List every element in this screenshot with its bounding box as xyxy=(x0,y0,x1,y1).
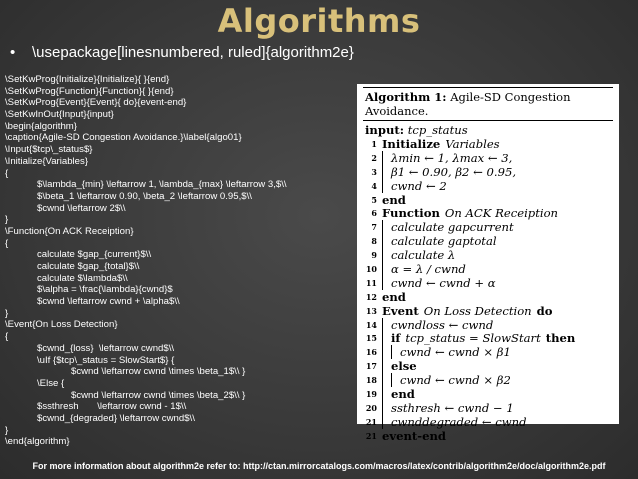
line-number: 4 xyxy=(371,180,377,191)
algorithm-line xyxy=(363,290,613,304)
code-line: $cwnd \leftarrow cwnd + \alpha$\\ xyxy=(37,296,180,308)
code-line: { xyxy=(5,331,9,343)
algorithm-kw2: then xyxy=(545,331,576,346)
algorithm-text: cwnd ← 2 xyxy=(391,178,447,193)
algorithm-kw: end xyxy=(382,289,406,304)
line-number: 6 xyxy=(371,208,377,219)
algorithm-line xyxy=(363,262,613,276)
algorithm-text: cwndloss ← cwnd xyxy=(391,317,494,332)
algorithm-kw: if xyxy=(391,331,401,346)
algorithm-it: On Loss Detection xyxy=(423,303,532,318)
algorithm-kw: end xyxy=(391,386,415,401)
line-number: 14 xyxy=(365,319,377,330)
indent-bar xyxy=(382,401,391,415)
line-number: 11 xyxy=(365,277,377,288)
algorithm-line xyxy=(363,220,613,234)
algorithm-text: cwnddegraded ← cwnd xyxy=(391,414,527,429)
line-number: 18 xyxy=(365,375,377,386)
line-number: 21 xyxy=(365,430,377,441)
caption-text: Agile-SD Congestion Avoidance. xyxy=(365,90,571,118)
line-number: 1 xyxy=(371,138,377,149)
indent-bar xyxy=(382,373,391,387)
code-line: $ssthresh \leftarrow cwnd - 1$\\ xyxy=(37,401,187,413)
algorithm-line xyxy=(363,165,613,179)
code-line: $cwnd \leftarrow cwnd \times \beta_1$\\ } xyxy=(71,366,246,378)
line-number: 21 xyxy=(365,416,377,427)
bullet-item xyxy=(10,44,354,61)
code-line: $cwnd_{loss} \leftarrow cwnd$\\ xyxy=(37,342,175,354)
indent-bar xyxy=(382,234,391,248)
line-number: 12 xyxy=(365,291,377,302)
indent-bar xyxy=(382,387,391,401)
code-line: $cwnd_{degraded} \leftarrow cwnd$\\ xyxy=(37,412,195,424)
algorithm-text: calculate λ xyxy=(391,248,456,263)
line-number: 19 xyxy=(365,388,377,399)
code-line: \SetKwProg{Initialize}{Initialize}{ }{end} xyxy=(5,74,170,85)
code-line: \SetKwProg{Function}{Function}{ }{end} xyxy=(5,85,174,97)
algorithm-lines xyxy=(363,137,613,443)
code-line: } xyxy=(5,307,9,319)
algorithm-line xyxy=(363,387,613,401)
algorithm-text: cwnd ← cwnd + α xyxy=(391,275,496,290)
code-line: \caption{Agile-SD Congestion Avoidance.}\label{algo01} xyxy=(5,132,242,144)
indent-bar xyxy=(382,179,391,193)
code-line: $\beta_1 \leftarrow 0.90, \beta_2 \leftarrow 0.95,$\\ xyxy=(37,190,252,202)
algorithm-line xyxy=(363,304,613,318)
line-number: 13 xyxy=(365,305,377,316)
indent-bar xyxy=(391,345,400,359)
algorithm-it: On ACK Receiption xyxy=(444,206,559,221)
algorithm-text: β1 ← 0.90, β2 ← 0.95, xyxy=(391,164,517,179)
algorithm-kw: end xyxy=(382,192,406,207)
code-line: { xyxy=(5,167,9,179)
code-line: calculate $\lambda$\\ xyxy=(37,272,128,284)
line-number: 7 xyxy=(371,222,377,233)
code-line: } xyxy=(5,214,9,226)
algorithm-input xyxy=(363,121,613,137)
code-line: \end{algorithm} xyxy=(5,436,70,448)
indent-bar xyxy=(382,220,391,234)
indent-bar xyxy=(382,318,391,332)
algorithm-text: ssthresh ← cwnd − 1 xyxy=(391,400,514,415)
indent-bar xyxy=(382,248,391,262)
line-number: 20 xyxy=(365,402,377,413)
algorithm-kw: event-end xyxy=(382,428,446,443)
algorithm-line xyxy=(363,151,613,165)
line-number: 15 xyxy=(365,333,377,344)
algorithm-text: calculate gapcurrent xyxy=(391,220,514,235)
line-number: 9 xyxy=(371,250,377,261)
algorithm-text: calculate gaptotal xyxy=(391,234,497,249)
footer-note: For more information about algorithm2e refer to: http://ctan.mirrorcatalogs.com/macros/latex/contrib/algorithm2e/doc/algorithm2e.pdf xyxy=(32,461,606,471)
code-line: calculate $gap_{current}$\\ xyxy=(37,249,152,261)
indent-bar xyxy=(382,151,391,165)
algorithm-line xyxy=(363,248,613,262)
algorithm-line xyxy=(363,318,613,332)
code-line: \Event{On Loss Detection} xyxy=(5,319,118,331)
code-line: $cwnd \leftarrow cwnd \times \beta_2$\\ } xyxy=(71,389,246,401)
indent-bar xyxy=(382,262,391,276)
line-number: 16 xyxy=(365,347,377,358)
code-line: } xyxy=(5,424,9,436)
algorithm-line xyxy=(363,137,613,151)
code-line: \SetKwProg{Event}{Event}{ do}{event-end} xyxy=(5,97,187,109)
code-line: $\lambda_{min} \leftarrow 1, \lambda_{max} \leftarrow 3,$\\ xyxy=(37,179,287,191)
code-line: \begin{algorithm} xyxy=(5,120,78,132)
algorithm-kw: else xyxy=(391,359,417,374)
code-line: { xyxy=(5,237,9,249)
algorithm-text: λmin ← 1, λmax ← 3, xyxy=(391,150,513,165)
line-number: 3 xyxy=(371,166,377,177)
line-number: 2 xyxy=(371,152,377,163)
algorithm-line xyxy=(363,276,613,290)
code-line: \SetKwInOut{Input}{input} xyxy=(5,109,114,121)
code-line: \Input{$tcp\_status$} xyxy=(5,144,93,156)
algorithm-kw: Function xyxy=(382,206,440,221)
indent-bar xyxy=(382,415,391,429)
algorithm-line xyxy=(363,206,613,220)
algorithm-text: tcp_status = SlowStart xyxy=(405,331,541,346)
slide-title: Algorithms xyxy=(217,2,421,40)
indent-bar xyxy=(382,276,391,290)
code-line: \Else { xyxy=(37,377,65,389)
algorithm-line xyxy=(363,415,613,429)
indent-bar xyxy=(382,165,391,179)
algorithm-caption xyxy=(363,87,613,121)
code-line: \Initialize{Variables} xyxy=(5,155,89,167)
algorithm-line xyxy=(363,193,613,207)
algorithm-line xyxy=(363,331,613,345)
algorithm-line xyxy=(363,179,613,193)
indent-bar xyxy=(382,331,391,345)
line-number: 17 xyxy=(365,361,377,372)
code-line: $cwnd \leftarrow 2$\\ xyxy=(37,202,126,214)
line-number: 5 xyxy=(371,194,377,205)
algorithm-kw2: do xyxy=(536,303,553,318)
algorithm-text: cwnd ← cwnd × β1 xyxy=(400,345,511,360)
algorithm-line xyxy=(363,234,613,248)
algorithm-kw: Event xyxy=(382,303,419,318)
algorithm-line xyxy=(363,401,613,415)
algorithm-line xyxy=(363,373,613,387)
bullet-text: \usepackage[linesnumbered, ruled]{algorithm2e} xyxy=(32,44,354,61)
indent-bar xyxy=(382,359,391,373)
algorithm-it: Variables xyxy=(445,136,500,151)
latex-code-block xyxy=(5,74,350,448)
code-line: \Function{On ACK Receiption} xyxy=(5,225,134,237)
algorithm-kw: Initialize xyxy=(382,136,441,151)
indent-bar xyxy=(391,373,400,387)
input-value: tcp_status xyxy=(407,123,468,137)
caption-label: Algorithm 1: xyxy=(365,90,447,104)
algorithm-line xyxy=(363,359,613,373)
code-line: $\alpha = \frac{\lambda}{cwnd}$ xyxy=(37,284,173,296)
algorithm-text: α = λ / cwnd xyxy=(391,261,466,276)
algorithm-line xyxy=(363,429,613,443)
algorithm-text: cwnd ← cwnd × β2 xyxy=(400,373,511,388)
code-line: calculate $gap_{total}$\\ xyxy=(37,261,140,272)
line-number: 8 xyxy=(371,236,377,247)
line-number: 10 xyxy=(365,263,377,274)
algorithm-line xyxy=(363,345,613,359)
bullet-icon: • xyxy=(10,44,16,61)
algorithm-figure xyxy=(357,84,619,443)
indent-bar xyxy=(382,345,391,359)
input-label: input: xyxy=(365,123,405,137)
code-line: \uIf {$tcp\_status = SlowStart$} { xyxy=(37,354,175,366)
